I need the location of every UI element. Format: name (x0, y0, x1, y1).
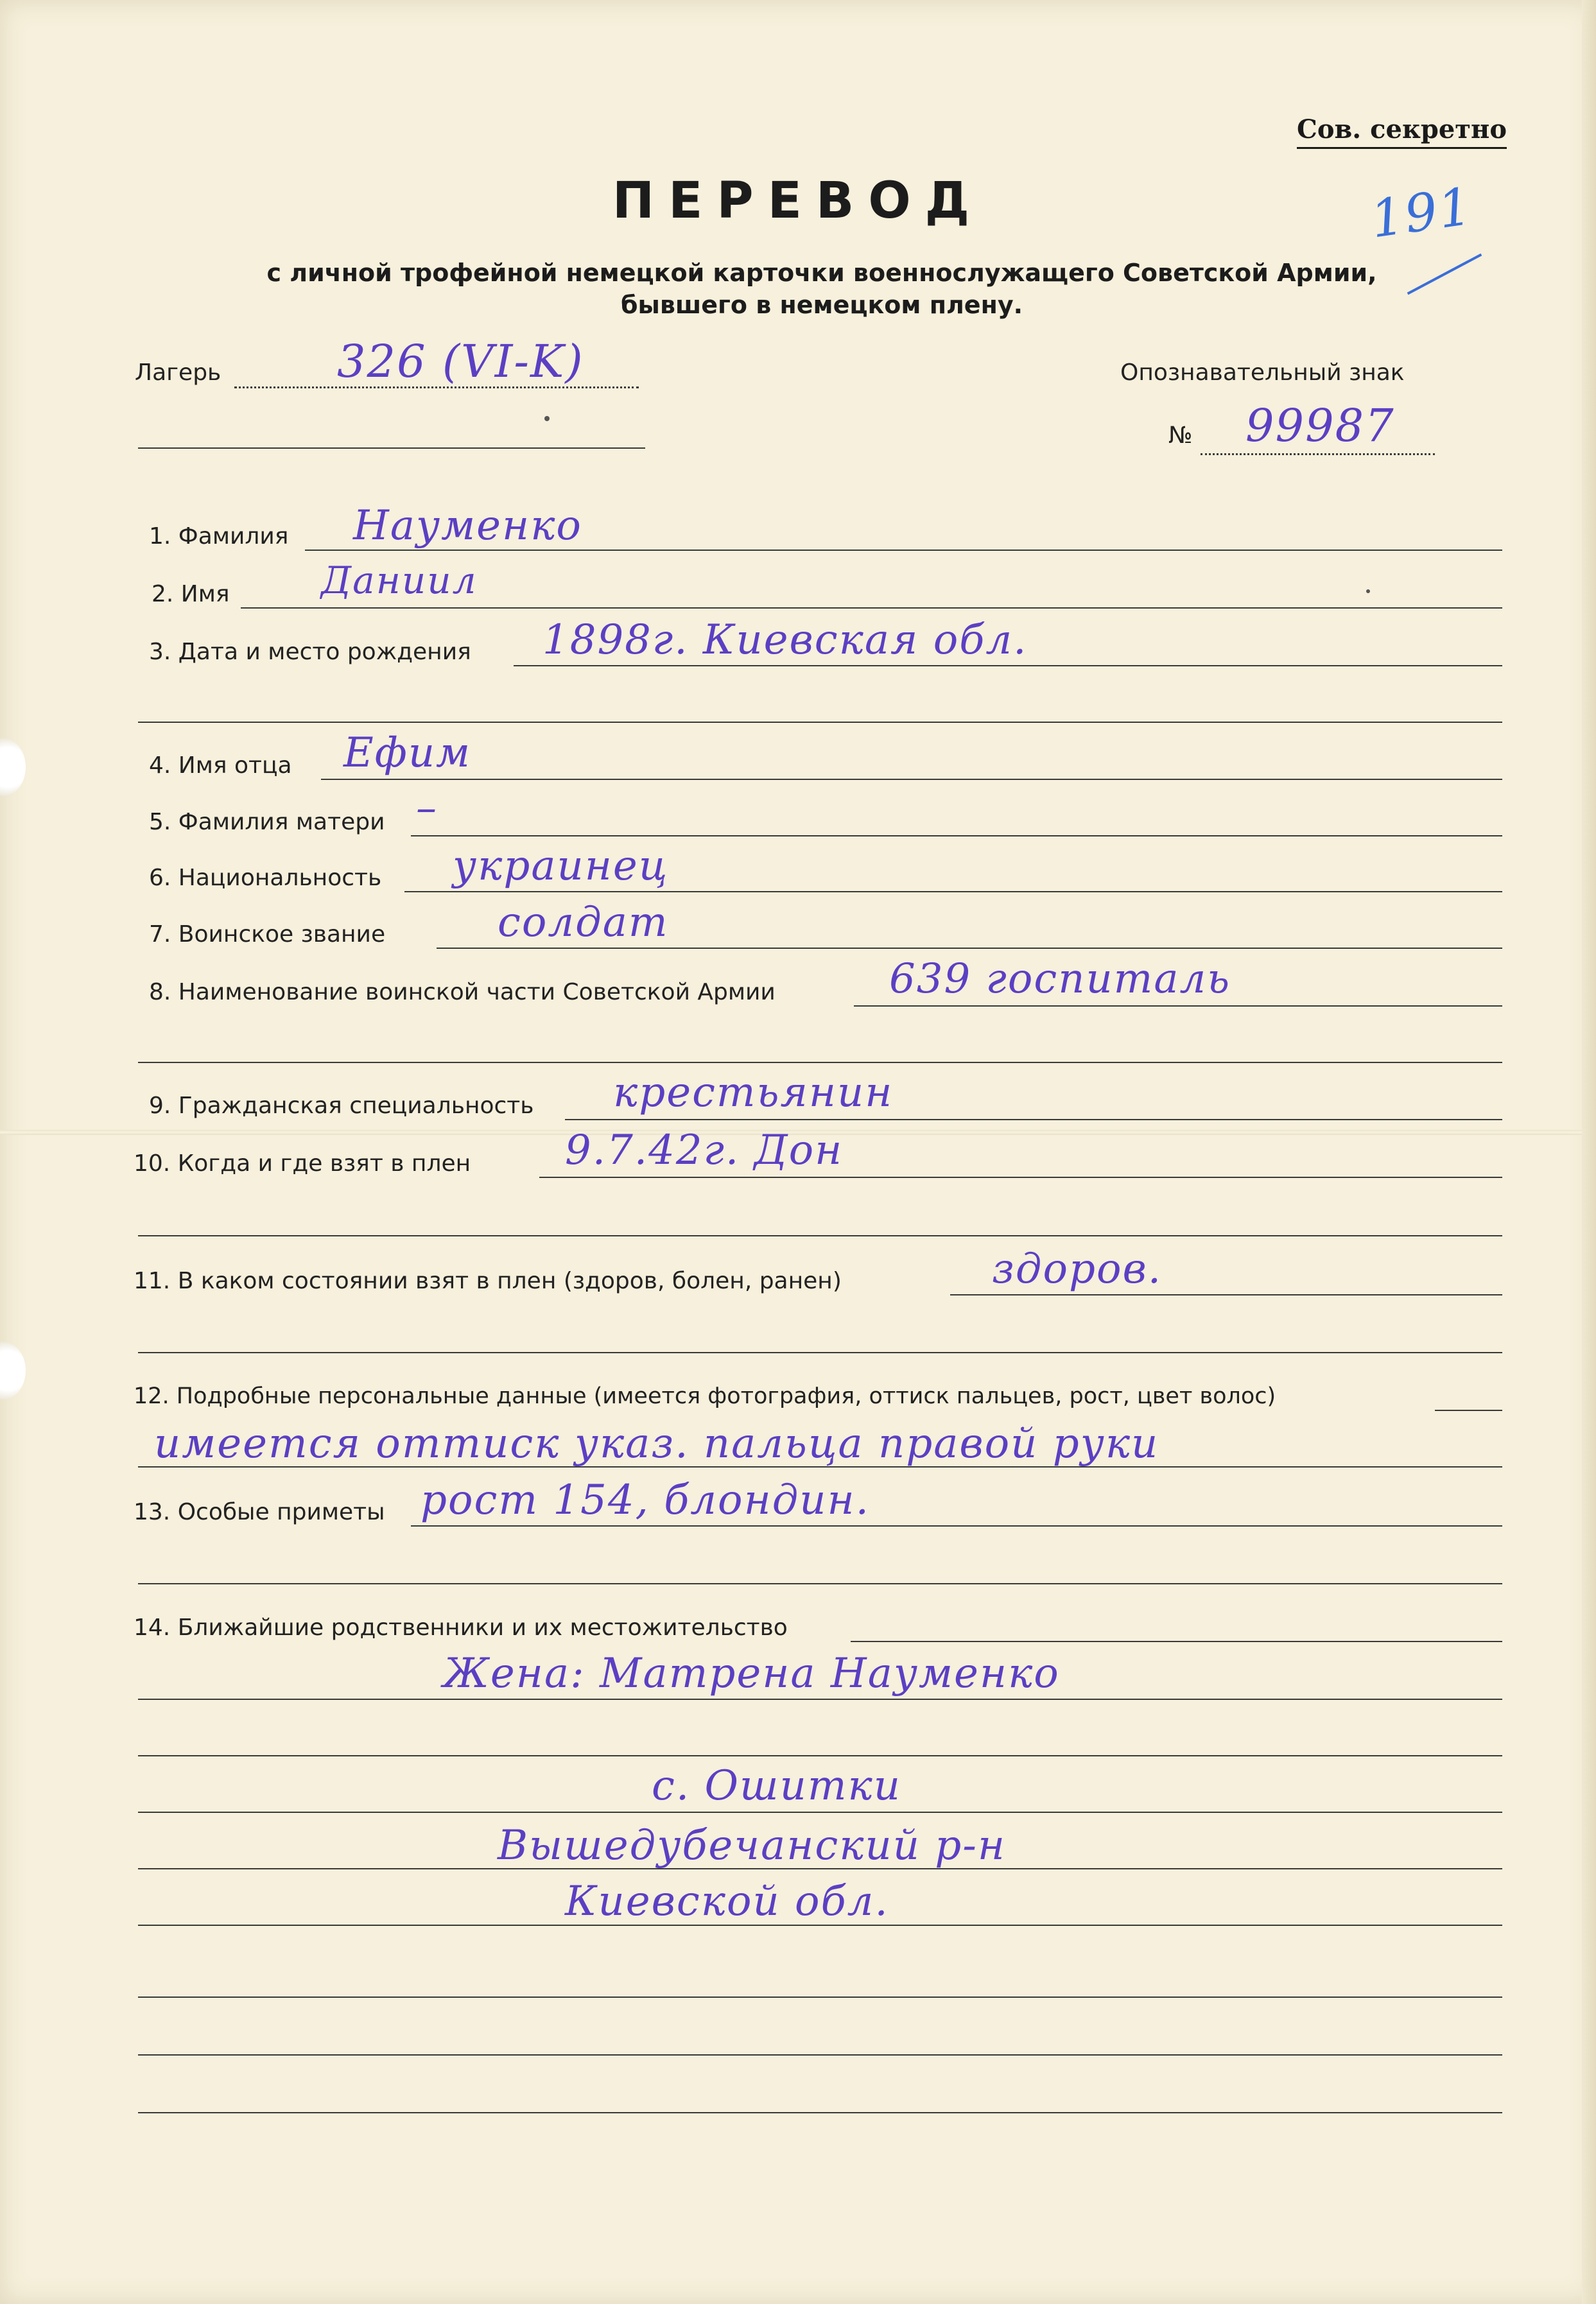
ink-dot-2 (1366, 589, 1370, 593)
field-5-value: – (416, 784, 438, 832)
document-title: ПЕРЕВОД (612, 172, 984, 230)
id-tag-line (1201, 453, 1435, 455)
field-11-line (950, 1294, 1502, 1295)
field-12-label: 12. Подробные персональные данные (имеется фотография, оттиск пальцев, рост, цвет волос) (134, 1383, 1276, 1409)
field-7-line (437, 948, 1502, 949)
field-9-line (565, 1119, 1502, 1120)
field-14-line-3 (138, 1755, 1502, 1756)
field-12-line (1435, 1410, 1502, 1411)
field-4-value: Ефим (343, 729, 472, 777)
classification-mark: Сов. секретно (1297, 114, 1507, 149)
field-13-value: рост 154, блондин. (421, 1477, 870, 1524)
field-13-line-2 (138, 1583, 1502, 1584)
field-3-value: 1898г. Киевская обл. (542, 616, 1028, 664)
field-1-label: 1. Фамилия (149, 523, 289, 550)
field-1-value: Науменко (353, 502, 582, 550)
field-10-value: 9.7.42г. Дон (565, 1127, 844, 1174)
field-9-value: крестьянин (613, 1069, 894, 1116)
field-14-label: 14. Ближайшие родственники и их местожительство (134, 1615, 788, 1641)
field-14-line-9 (138, 2112, 1502, 2113)
field-2-line (241, 607, 1502, 609)
subtitle-line-2: бывшего в немецком плену. (620, 291, 1023, 319)
field-3-label: 3. Дата и место рождения (149, 639, 471, 665)
field-6-value: украинец (453, 842, 669, 890)
field-5-label: 5. Фамилия матери (149, 809, 385, 835)
subtitle-line-1: с личной трофейной немецкой карточки военнослужащего Советской Армии, (266, 259, 1377, 287)
field-6-line (404, 891, 1502, 892)
field-10-label: 10. Когда и где взят в плен (134, 1150, 471, 1177)
camp-label: Лагерь (135, 359, 221, 386)
field-12-value: имеется оттиск указ. пальца правой руки (154, 1420, 1159, 1468)
ink-dot (544, 416, 550, 421)
field-8-value: 639 госпиталь (889, 955, 1231, 1003)
field-4-line (321, 779, 1502, 780)
field-2-label: 2. Имя (152, 581, 230, 607)
punch-hole-bottom (0, 1342, 26, 1399)
corner-note: 191 (1367, 176, 1477, 250)
field-8-line-2 (138, 1062, 1502, 1063)
field-10-line (539, 1177, 1502, 1178)
field-7-value: солдат (498, 899, 669, 946)
field-10-line-2 (138, 1235, 1502, 1236)
field-14-line-8 (138, 2054, 1502, 2056)
paper-edge (1582, 0, 1596, 2304)
id-tag-label: Опознавательный знак (1120, 359, 1405, 386)
camp-line-2 (138, 447, 645, 449)
field-11-label: 11. В каком состоянии взят в плен (здоров, болен, ранен) (134, 1268, 842, 1294)
field-7-label: 7. Воинское звание (149, 921, 386, 948)
field-3-line-2 (138, 722, 1502, 723)
field-8-line (854, 1005, 1502, 1007)
field-8-label: 8. Наименование воинской части Советской Армии (149, 979, 776, 1005)
field-5-line (411, 835, 1502, 836)
field-14-value-line-1: Жена: Матрена Науменко (443, 1650, 1060, 1697)
field-14-value-line-2: с. Ошитки (652, 1762, 901, 1810)
id-tag-no-label: № (1168, 422, 1193, 449)
field-14-value-line-4: Киевской обл. (565, 1878, 889, 1925)
field-13-label: 13. Особые приметы (134, 1499, 385, 1525)
field-1-line (305, 550, 1502, 551)
field-4-label: 4. Имя отца (149, 752, 292, 779)
field-14-value-line-3: Вышедубечанский р-н (498, 1822, 1006, 1869)
field-6-label: 6. Национальность (149, 865, 382, 891)
field-9-label: 9. Гражданская специальность (149, 1093, 534, 1119)
field-13-line (411, 1525, 1502, 1527)
field-3-line (514, 665, 1502, 666)
field-11-value: здоров. (992, 1245, 1163, 1293)
punch-hole-top (0, 738, 26, 796)
field-14-line-4 (138, 1812, 1502, 1813)
field-2-value: Даниил (321, 559, 478, 602)
field-14-line (851, 1641, 1502, 1642)
id-tag-value: 99987 (1245, 399, 1395, 452)
document-subtitle (193, 257, 1451, 321)
camp-value: 326 (VI-K) (337, 335, 584, 388)
field-14-line-7 (138, 1997, 1502, 1998)
field-14-line-2 (138, 1699, 1502, 1700)
field-11-line-2 (138, 1352, 1502, 1353)
